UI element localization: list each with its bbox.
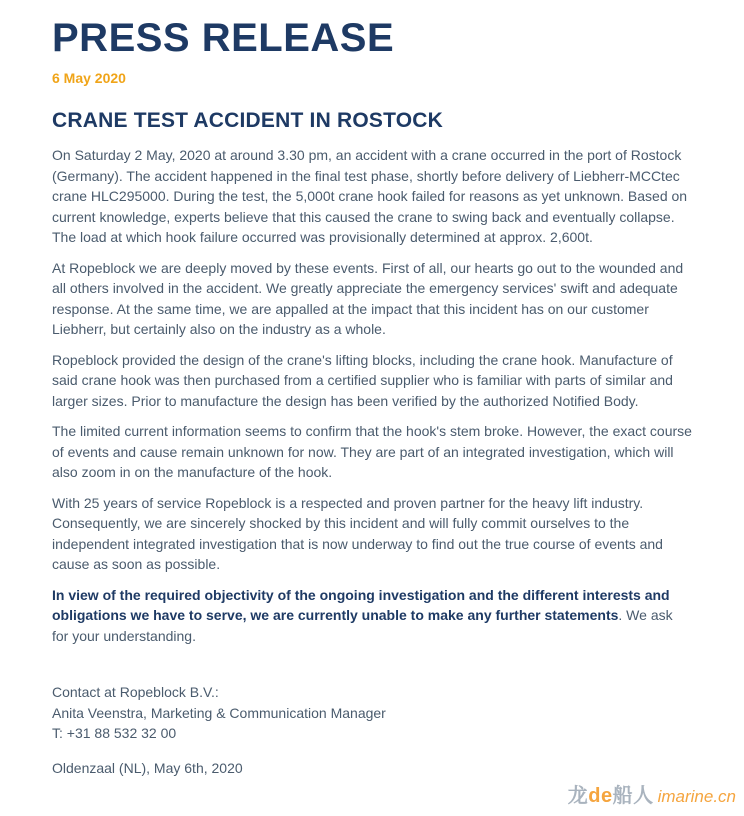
article-body [52, 145, 692, 778]
paragraph-investigation-status: The limited current information seems to confirm that the hook's stem broke. However, the exact course of events and cause remain unknown for now. They are part of an integrated investigation, which will also zoom in on the manufacture of the hook. [52, 423, 692, 480]
contact-block [52, 682, 692, 778]
release-date: 6 May 2020 [52, 70, 126, 86]
contact-phone: T: +31 88 532 32 00 [52, 725, 177, 741]
paragraph-design-responsibility: Ropeblock provided the design of the crane's lifting blocks, including the crane hook. Manufacture of said crane hook was then purchased from a certified supplier who is familiar with parts of similar and larger sizes. Prior to manufacture the design has been verified by the authorized Notified Body. [52, 351, 673, 409]
site-watermark [568, 779, 736, 808]
watermark-cjk-shipmen: 船人 [612, 785, 654, 807]
statement-regular-text: . We ask for your understanding. [52, 607, 673, 644]
paragraph-statement [52, 585, 692, 647]
watermark-cjk-dragon: 龙 [567, 785, 589, 807]
contact-name: Anita Veenstra, Marketing & Communication Manager [52, 704, 386, 721]
page-title: PRESS RELEASE [52, 16, 395, 60]
article-headline: CRANE TEST ACCIDENT IN ROSTOCK [52, 109, 444, 132]
contact-heading: Contact at Ropeblock B.V.: [52, 684, 219, 700]
paragraph-sympathy: At Ropeblock we are deeply moved by these events. First of all, our hearts go out to the wounded and all others involved in the accident. We greatly appreciate the emergency services' swift and adequate response. At the same time, we are appalled at the impact that this incident has on our customer Liebherr, but certainly also on the industry as a whole. [52, 259, 684, 337]
paragraph-incident-description: On Saturday 2 May, 2020 at around 3.30 pm, an accident with a crane occurred in the port of Rostock (Germany). The accident happened in the final test phase, shortly before delivery of Liebherr-MCCtec crane HLC295000. During the test, the 5,000t crane hook failed for reasons as yet unknown. Based on current knowledge, experts believe that this caused the crane to swing back and eventually collapse. The load at which hook failure occurred was provisionally determined at approx. 2,600t. [52, 147, 688, 245]
watermark-de-text: de [588, 785, 613, 807]
contact-location-date: Oldenzaal (NL), May 6th, 2020 [52, 759, 243, 776]
statement-bold-text: In view of the required objectivity of the ongoing investigation and the different interests and obligations we have to serve, we are currently unable to make any further statements [52, 586, 670, 623]
watermark-site-url: imarine.cn [657, 787, 736, 806]
paragraph-company-commitment: With 25 years of service Ropeblock is a respected and proven partner for the heavy lift industry. Consequently, we are sincerely shocked by this incident and will fully commit ourselves to the independent integrated investigation that is now underway to find out the true course of events and cause as soon as possible. [52, 494, 663, 572]
